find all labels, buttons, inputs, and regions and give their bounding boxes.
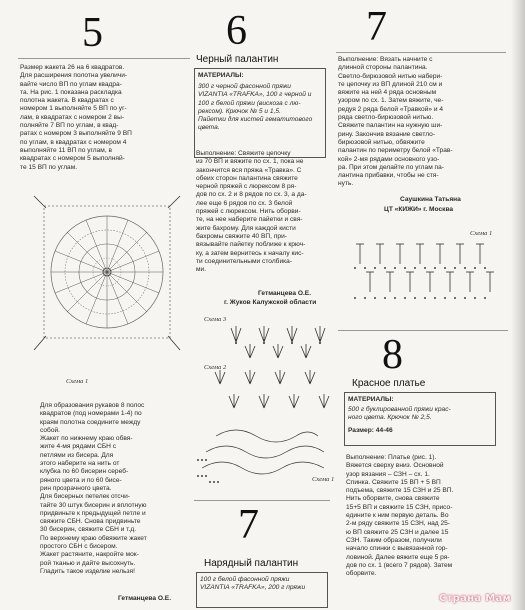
motif-square-diagram — [32, 190, 182, 360]
divider — [18, 58, 190, 59]
scheme-caption: Схема 1 — [312, 476, 335, 483]
materials-box — [194, 68, 326, 158]
materials-text: 500 г буклированной пряжи крас- ного цвета. Крючок № 2,5. — [348, 406, 451, 422]
author-name: Саушкина Татьяна — [400, 196, 461, 203]
materials-label: МАТЕРИАЛЫ: — [348, 396, 394, 403]
article-title: Красное платье — [352, 378, 426, 389]
section-number-8: 8 — [382, 332, 403, 378]
author-location: ЦТ «КИЖИ» г. Москва — [384, 206, 454, 213]
scheme-caption: Схема 1 — [66, 378, 89, 385]
materials-label: МАТЕРИАЛЫ: — [198, 72, 244, 79]
section-number-7: 7 — [366, 4, 387, 50]
materials-text: 100 г белой фасонной пряжи VIZANTIA «TRAFKA», 200 г пряжи — [200, 576, 306, 592]
divider — [336, 52, 506, 53]
jacket-intro-text: Размер жакета 26 на 6 квадратов. Для расширения полотна увеличи- вайте число ВП по углам квадра- та. На рис. 1 показана раскладка полотна жакета. В квадратах с номером 1 выполняйте 5 ВП по уг- лам, в квадратах с номером 2 вы- полняйте 7 ВП по углам, в квад- ратах с номером 3 выполняйте 9 ВП по углам, в квадратах с номером 4 выполняйте 11 ВП по углам, в квадратах с номером 5 выполняй- те 15 ВП по углам. — [20, 64, 132, 171]
materials-box — [196, 572, 328, 608]
scheme-1-stitch-rows — [196, 418, 330, 490]
scheme-1-stitch-grid — [350, 238, 500, 308]
shawl-7-body-text: Выполнение: Вязать начните с длинной стороны палантина. Светло-бирюзовой нитью набери- те цепочку из ВП длиной 210 см и вяжите на ней 4 ряда основным узором по сх. 1. Затем вяжите, че- редуя 2 ряда белой «Травкой» и 4 ряда светло-бирюзовой нитью. Свяжите палантин на нужную ши- рину. Закончив вязание светло- бирюзовой нитью, обвяжите палантин по периметру белой «Трав- кой» 2-мя рядами основного узо- ра. При этом делайте по углам па- лантина прибавки, чтобы не стя- нуть. — [338, 56, 453, 188]
watermark: Страна Мам — [438, 593, 511, 604]
divider — [194, 500, 330, 501]
size-label: Размер: 44-46 — [348, 427, 393, 434]
section-number-7: 7 — [238, 502, 259, 548]
section-number-5: 5 — [82, 10, 103, 56]
divider — [338, 330, 508, 331]
scheme-2-diagram — [212, 368, 338, 412]
author-name: Гетманцева О.Е. — [258, 290, 312, 297]
scheme-caption: Схема 1 — [470, 230, 493, 237]
author-name: Гетманцева О.Е. — [118, 595, 172, 602]
materials-text: 300 г черной фасонной пряжи VIZANTIA «TRAFKA», 100 г черной и 100 г белой пряжи (вискоза с лю- рексом). Крючок № 5 и 1,5. Пайетки для кистей гематитового цвета. — [198, 83, 313, 132]
scheme-caption: Схема 3 — [204, 316, 227, 323]
shawl-body-text: Выполнение: Свяжите цепочку из 70 ВП и вяжите по сх. 1, пока не закончится вся пряжа «Травка». С обеих сторон палантина свяжите черной пряжей с люрексом 8 ря- дов по сх. 2 и 8 рядов по сх. 3, а да- лее еще 6 рядов по сх. 3 белой пряжей с люрексом. Нить оборви- те, на нее наберите пайетки и свя- жите бахрому. Для каждой кисти бахромы свяжите 40 ВП, при- вязывайте пайетку поближе к крюч- ку, а затем вернитесь к началу кис- ти соединительными столбика- ми. — [196, 150, 307, 274]
article-title: Нарядный палантин — [204, 558, 299, 569]
section-number-6: 6 — [226, 8, 247, 54]
dress-body-text: Выполнение: Платье (рис. 1). Вяжется сверху вниз. Основной узор вязания – СЗН – сх. 1. Спинка. Свяжите 15 ВП + 5 ВП подъема, свяжите 15 СЗН и 25 ВП. Нить оборвите, снова свяжите 15+5 ВП и свяжите 15 СЗН, присо- едините к ним первую деталь. Во 2-м ряду свяжите 15 СЗН, над 25- ю ВП свяжите 25 СЗН и далее 15 СЗН. Таким образом, получили начало спинки с вывязанной гор- ловиной. Далее вяжите еще 5 ря- дов по сх. 1 (всего 7 рядов). Затем оборвите. — [346, 454, 454, 578]
page-fold-shadow — [511, 0, 525, 610]
author-location: г. Жуков Калужской области — [224, 299, 317, 306]
scheme-3-diagram — [226, 322, 336, 362]
article-title: Черный палантин — [196, 54, 279, 65]
scheme-caption: Схема 2 — [204, 364, 227, 371]
jacket-body-text: Для образования рукавов 8 полос квадратов (под номерами 1-4) по краям полотна соедините между собой. Жакет по нижнему краю обвя- жите 4-мя рядами СБН с петлями из бисера. Для этого наберите на нить от клубка по 60 бисерин сереб- ряного цвета и по 60 бисе- рин прозрачного цвета. Для бисерных петелек отсчи- тайте 30 штук бисерин и вплотную придвиньте к предыдущей петле и свяжите СБН. Снова придвиньте 30 бисерин, свяжите СБН и т.д. По верхнему краю обвяжите жакет простого СБН с бисером. Жакет растяните, накройте мок- рой тканью и дайте высохнуть. Гладить такое изделие нельзя! — [40, 402, 147, 575]
materials-box — [344, 392, 496, 446]
